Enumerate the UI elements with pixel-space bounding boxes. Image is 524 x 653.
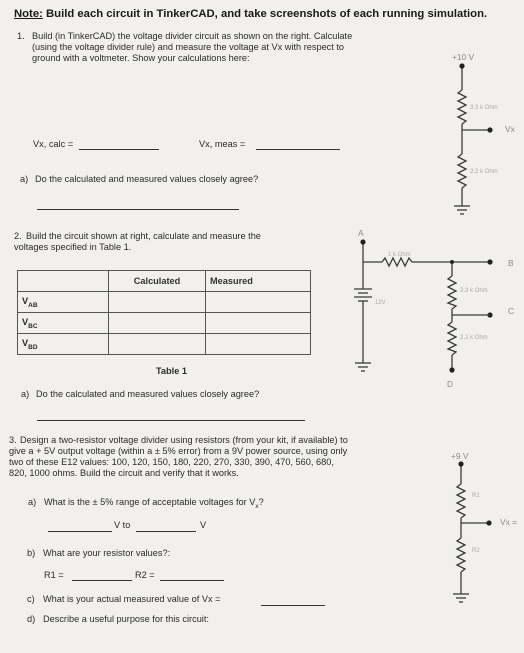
q3-line4: 820, 1000 ohms. Build the circuit and verify that it works. [9,468,239,478]
r1-label: R1 = [44,570,64,580]
r-top-value-label: 1 k Ohm [388,252,411,258]
table-caption: Table 1 [156,366,187,376]
q3a-label: a) [28,497,37,507]
resistor-r1-zigzag [458,90,466,124]
row-label-vbc: $V_{BC}$ [18,313,109,334]
q3-line2: give a + 5V output voltage (within a ± 5% error) from a 9V power source, using only [9,446,348,456]
circuit-1 [454,66,490,214]
resistor-r2-q3-zigzag [457,538,465,572]
q2a-text: Do the calculated and measured values closely agree? [36,389,260,399]
r1-value-label: 3.3 k Ohm [470,105,498,111]
battery-label: 12V [375,300,386,306]
vx-q3-label: Vx = [500,517,517,527]
v-unit-label: V [200,520,207,530]
r2-label: R2 = [135,570,155,580]
resistor-r2-zigzag [458,154,466,188]
node-b-dot [487,259,492,264]
q1a-text: Do the calculated and measured values closely agree? [35,174,259,184]
q3-line3: two of these E12 values: 100, 120, 150, 180, 220, 270, 330, 390, 470, 560, 680, [9,457,334,467]
vx-node-dot [487,127,492,132]
title-text: Build each circuit in TinkerCAD, and take screenshots of each running simulation. [42,8,488,20]
q3-number: 3. [9,435,17,445]
q1-line1: Build (in TinkerCAD) the voltage divider circuit as shown on the right. Calculate [32,31,353,41]
r2-q3-label: R2 [472,548,480,554]
vx-q3-node-dot [486,520,491,525]
q3b-text: What are your resistor values?: [43,548,171,558]
table-header-calculated: Calculated [109,271,206,292]
source-node-dot [459,63,464,68]
node-c-label: C [508,306,515,316]
r2-value-label: 2.2 k Ohm [470,169,498,175]
junction-dot [450,260,454,264]
r1-q3-label: R1 [472,493,480,499]
r-bot-value-label: 2.2 k Ohm [460,335,488,341]
node-b-label: B [508,258,514,268]
node-d-label: D [447,379,454,389]
note-label: Note: [14,8,43,20]
row-label-vbd: $V_{BD}$ [18,334,109,355]
vx-calc-label: Vx, calc = [33,139,74,149]
q3b-label: b) [27,548,36,558]
source-9v-label: +9 V [451,451,469,461]
resistor-r1-q3-zigzag [457,484,465,518]
q1-line3: ground with a voltmeter. Show your calculations here: [32,53,250,63]
vx-node-label: Vx [505,124,515,134]
node-d-dot [449,367,454,372]
q1-number: 1. [17,31,25,41]
resistor-3k3-zigzag [448,276,456,309]
q3c-label: c) [27,594,35,604]
source-10v-label: +10 V [452,52,475,62]
q3a-text: What is the ± 5% range of acceptable voltages for $V_x$? [44,497,264,510]
q1-line2: (using the voltage divider rule) and measure the voltage at Vx with respect to [32,42,345,52]
q3d-label: d) [27,614,36,624]
q1a-label: a) [20,174,29,184]
table-header-measured: Measured [206,271,311,292]
circuit-3 [453,464,489,602]
q3c-text: What is your actual measured value of Vx = [43,594,221,604]
q3-line1: Design a two-resistor voltage divider using resistors (from your kit, if available) to [20,435,348,445]
q3d-text: Describe a useful purpose for this circuit: [43,614,209,624]
resistor-2k2-zigzag [448,322,456,355]
q2-line1: Build the circuit shown at right, calculate and measure the [26,231,261,241]
q2-line2: voltages specified in Table 1. [14,242,132,252]
vx-meas-label: Vx, meas = [199,139,246,149]
row-label-vab: $V_{AB}$ [18,292,109,313]
q2-number: 2. [14,231,22,241]
source9-node-dot [458,461,463,466]
r-mid-value-label: 3.3 k Ohm [460,288,488,294]
v-to-label: V to [114,520,131,530]
q2a-label: a) [21,389,30,399]
node-a-label: A [358,228,364,238]
node-a-dot [360,239,365,244]
